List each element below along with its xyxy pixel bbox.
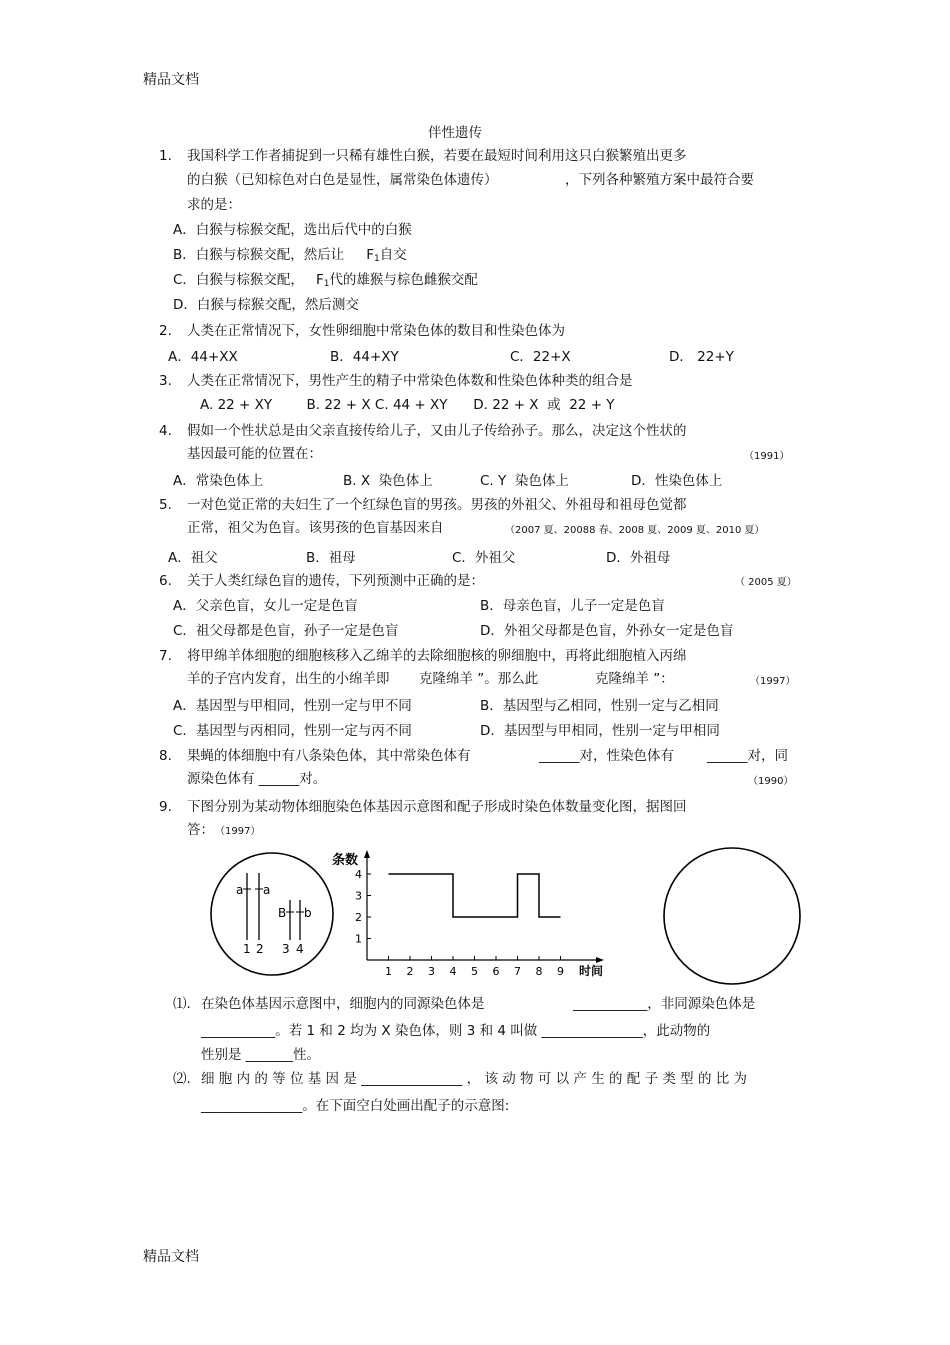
gene-label-B: B: [278, 906, 287, 920]
q6-year: （ 2005 夏）: [735, 577, 797, 588]
q6-option-d: D．外祖父母都是色盲，外孙女一定是色盲: [480, 623, 734, 639]
y-tick-label-3: 3: [355, 889, 362, 903]
q6-line1: 关于人类红绿色盲的遗传，下列预测中正确的是：: [187, 573, 484, 589]
x-tick-label-9: 9: [557, 965, 564, 978]
q1-option-b: B．白猴与棕猴交配，然后让 $F_1$自交: [173, 247, 407, 264]
q4-option-c: C. Y 染色体上: [480, 473, 569, 489]
q8-year: （1990）: [748, 776, 794, 787]
q5-year: （2007 夏、20088 春、2008 夏、2009 夏、2010 夏）: [505, 525, 765, 536]
y-tick-label-1: 1: [355, 932, 362, 946]
q9-line1: 下图分别为某动物体细胞染色体基因示意图和配子形成时染色体数量变化图，据图回: [187, 799, 687, 815]
x-tick-label-4: 4: [449, 965, 457, 978]
q7-line2c: 克隆绵羊 ”：: [595, 671, 674, 687]
x-tick-label-7: 7: [514, 965, 521, 978]
q5-option-b: B．祖母: [306, 550, 356, 566]
x-axis-label: 时间: [579, 964, 604, 978]
q8-line1b: ______对，性染色体有: [539, 748, 674, 764]
q5-option-c: C．外祖父: [452, 550, 516, 566]
q2-option-d: D． 22+Y: [669, 349, 734, 365]
q9-sub1-number: ⑴.: [173, 996, 191, 1012]
q1-option-d: D．白猴与棕猴交配，然后测交: [173, 297, 359, 313]
q8-line1c: ______对，同: [707, 748, 788, 764]
q4-line2: 基因最可能的位置在：: [187, 446, 322, 462]
q4-option-d: D．性染色体上: [631, 473, 723, 489]
q9-year: （1997）: [215, 826, 261, 837]
q1-number: 1.: [159, 148, 172, 164]
x-tick-label-2: 2: [406, 965, 414, 978]
q8-line1a: 果蝇的体细胞中有八条染色体，其中常染色体有: [187, 748, 471, 764]
q7-option-c: C．基因型与丙相同，性别一定与丙不同: [173, 723, 412, 739]
gene-label-b: b: [304, 906, 312, 920]
q4-year: （1991）: [744, 451, 790, 462]
q3-number: 3.: [159, 373, 172, 389]
x-tick-label-1: 1: [385, 965, 392, 978]
q9-sub2-line2: _______________。在下面空白处画出配子的示意图:: [201, 1098, 510, 1114]
q3-options: A. 22 + XY B. 22 + X C. 44 + XY D. 22 + X 或 22 + Y: [200, 397, 615, 413]
q1-option-c: C．白猴与棕猴交配， $F_1$代的雄猴与棕色雌猴交配: [173, 272, 478, 289]
q1-line2: 的白猴（已知棕色对白色是显性，属常染色体遗传）: [187, 172, 498, 188]
series-line: [389, 874, 561, 917]
q7-number: 7.: [159, 648, 172, 664]
q1-option-a: A．白猴与棕猴交配，选出后代中的白猴: [173, 222, 412, 238]
y-axis-arrow: [364, 850, 370, 858]
chromosome-count-chart: [332, 850, 604, 978]
q6-option-c: C．祖父母都是色盲，孙子一定是色盲: [173, 623, 399, 639]
q9-sub1-line2: ___________。若 1 和 2 均为 X 染色体，则 3 和 4 叫做 _______________，此动物的: [201, 1023, 711, 1039]
q5-line1: 一对色觉正常的夫妇生了一个红绿色盲的男孩。男孩的外祖父、外祖母和祖母色觉都: [187, 497, 687, 513]
q2-line1: 人类在正常情况下，女性卵细胞中常染色体的数目和性染色体为: [187, 323, 565, 339]
y-axis-label: 条数: [332, 853, 359, 868]
q9-sub1-line3: 性别是 _______性。: [201, 1047, 321, 1063]
q4-option-b: B. X 染色体上: [343, 473, 433, 489]
q7-option-d: D．基因型与甲相同，性别一定与甲相同: [480, 723, 720, 739]
q9-sub2-number: ⑵.: [173, 1071, 191, 1087]
q7-option-a: A．基因型与甲相同，性别一定与甲不同: [173, 698, 412, 714]
q4-option-a: A．常染色体上: [173, 473, 264, 489]
document-title: 伴性遗传: [428, 125, 482, 141]
q6-option-a: A．父亲色盲，女儿一定是色盲: [173, 598, 358, 614]
y-tick-label-2: 2: [355, 911, 362, 924]
q5-line2: 正常，祖父为色盲。该男孩的色盲基因来自: [187, 520, 444, 536]
q5-option-d: D．外祖母: [606, 550, 671, 566]
chromosome-number-4: 4: [296, 942, 304, 956]
q7-year: （1997）: [750, 676, 796, 687]
chromosome-number-3: 3: [282, 942, 290, 956]
q2-option-c: C．22+X: [510, 349, 571, 365]
q6-option-b: B．母亲色盲，儿子一定是色盲: [480, 598, 665, 614]
q2-number: 2.: [159, 323, 172, 339]
q1-line2b: ，下列各种繁殖方案中最符合要: [565, 172, 754, 188]
q2-option-b: B．44+XY: [330, 349, 399, 365]
q5-option-a: A．祖父: [168, 550, 218, 566]
q4-line1: 假如一个性状总是由父亲直接传给儿子，又由儿子传给孙子。那么，决定这个性状的: [187, 423, 687, 439]
q8-number: 8.: [159, 748, 172, 764]
q8-line2: 源染色体有 ______对。: [187, 771, 327, 787]
q7-line2a: 羊的子宫内发育，出生的小绵羊即: [187, 671, 390, 687]
q9-number: 9.: [159, 799, 172, 815]
q7-option-b: B．基因型与乙相同，性别一定与乙相同: [480, 698, 719, 714]
x-tick-label-3: 3: [428, 965, 435, 978]
q7-line1: 将甲绵羊体细胞的细胞核移入乙绵羊的去除细胞核的卵细胞中，再将此细胞植入丙绵: [187, 648, 687, 664]
chromosome-number-2: 2: [256, 942, 264, 956]
page-header: 精品文档: [143, 72, 199, 88]
q6-number: 6.: [159, 573, 172, 589]
q9-sub1-line1b: ___________，非同源染色体是: [573, 996, 756, 1012]
x-tick-label-8: 8: [535, 965, 543, 978]
q9-line2: 答：: [187, 822, 214, 838]
cell-chromosome-diagram: [211, 853, 333, 975]
q5-number: 5.: [159, 497, 172, 513]
chromosome-number-1: 1: [243, 942, 251, 956]
y-tick-label-4: 4: [355, 868, 362, 881]
page-footer: 精品文档: [143, 1249, 199, 1265]
x-tick-label-5: 5: [471, 965, 478, 978]
gene-label-a-left: a: [236, 883, 244, 897]
q1-line1: 我国科学工作者捕捉到一只稀有雄性白猴，若要在最短时间利用这只白猴繁殖出更多: [187, 148, 687, 164]
q9-sub1-line1a: 在染色体基因示意图中，细胞内的同源染色体是: [201, 996, 485, 1012]
gene-label-a-right: a: [263, 883, 271, 897]
q7-line2b: 克隆绵羊 ”。那么此: [419, 671, 539, 687]
x-tick-label-6: 6: [492, 965, 500, 978]
q1-line3: 求的是：: [187, 197, 241, 213]
gamete-drawing-circle: [664, 848, 800, 984]
q4-number: 4.: [159, 423, 172, 439]
q3-line1: 人类在正常情况下，男性产生的精子中常染色体数和性染色体种类的组合是: [187, 373, 633, 389]
cell-outline: [211, 853, 333, 975]
q2-option-a: A．44+XX: [168, 349, 238, 365]
x-axis-arrow: [596, 957, 604, 963]
q9-sub2-line1: 细 胞 内 的 等 位 基 因 是 _______________ ， 该 动 物 可 以 产 生 的 配 子 类 型 的 比 为: [201, 1071, 748, 1087]
